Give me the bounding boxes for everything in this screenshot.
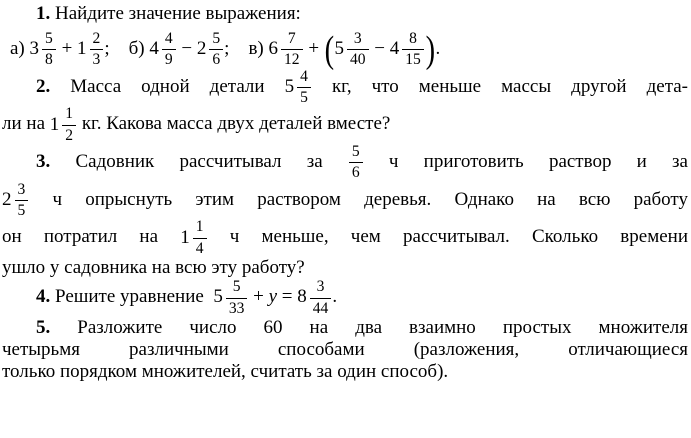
text-run: Найдите значение выражения: <box>50 3 301 24</box>
fraction <box>41 31 57 69</box>
fraction <box>208 31 224 69</box>
problem-5 <box>2 317 688 383</box>
mixed-number <box>334 30 369 69</box>
fraction <box>296 69 312 107</box>
mixed-number <box>213 278 248 317</box>
whole-number: 5 <box>284 75 295 97</box>
fraction <box>61 106 77 144</box>
mixed-number <box>49 105 77 144</box>
fraction <box>161 31 177 69</box>
problem-2-line-2 <box>2 106 688 144</box>
text-run: + <box>248 286 269 308</box>
whole-number: 6 <box>268 38 278 60</box>
mixed-number <box>196 30 224 69</box>
mixed-number <box>268 30 304 69</box>
problem-number: 5. <box>36 316 51 338</box>
problem-1 <box>2 3 688 69</box>
whole-number: 2 <box>2 188 12 210</box>
mixed-number <box>29 30 57 69</box>
text-run: . <box>332 286 338 308</box>
numerator: 3 <box>310 279 332 298</box>
numerator: 4 <box>297 69 311 88</box>
problem-3-line-2 <box>2 182 688 220</box>
problem-number: 2. <box>36 75 51 97</box>
problem-number: 1. <box>36 3 51 24</box>
numerator: 3 <box>347 31 369 50</box>
text-run: + <box>56 38 78 60</box>
denominator: 44 <box>312 299 329 317</box>
whole-number: 5 <box>334 38 344 60</box>
numerator: 5 <box>349 144 363 163</box>
text-run: Разложите число 60 на два взаимно простых множителя <box>50 316 688 338</box>
fraction <box>225 279 249 317</box>
problem-3-line-1 <box>2 144 688 182</box>
problem-5-line-3 <box>2 361 688 383</box>
problem-3 <box>2 144 688 279</box>
text-run: . <box>435 38 441 60</box>
numerator: 8 <box>402 31 424 50</box>
problem-4-equation <box>2 279 688 317</box>
problem-2 <box>2 69 688 144</box>
variable: y <box>268 286 278 308</box>
text-run: ушло у садовника на всю эту работу? <box>2 257 305 279</box>
text-run: Садовник рассчитывал за <box>50 151 348 173</box>
denominator: 4 <box>195 239 204 257</box>
text-run: ; в) <box>224 38 269 60</box>
denominator: 9 <box>164 51 173 69</box>
text-run: он потратил на <box>2 226 181 248</box>
text-run: ч меньше, чем рассчитывал. Сколько времени <box>207 226 688 248</box>
whole-number: 1 <box>49 113 60 135</box>
fraction <box>348 144 364 182</box>
mixed-number <box>297 278 332 317</box>
problem-1-expressions: а) 3 $\frac{5}{8}$ + 1 $\frac{2}{3}$ ; б) 4 $\frac{4}{9}$ − 2 $\frac{5}{6}$ ; в) 6 $\frac{7}{12}$ + (5 $\frac{3}{40}$ − 4 $\frac{8}{15}$ ). <box>10 28 441 71</box>
problem-5-line-1 <box>2 317 688 339</box>
denominator: 15 <box>405 51 421 69</box>
whole-number: 5 <box>213 286 223 308</box>
denominator: 3 <box>92 51 101 69</box>
whole-number: 4 <box>149 38 159 60</box>
text-run: = <box>277 286 298 308</box>
text-run: − <box>369 38 390 60</box>
fraction <box>89 31 105 69</box>
text-run: Решите уравнение <box>50 286 214 308</box>
denominator: 40 <box>349 51 366 69</box>
text-run: кг. Какова масса двух деталей вместе? <box>77 113 391 135</box>
fraction <box>346 31 370 69</box>
whole-number: 2 <box>196 38 207 60</box>
denominator: 6 <box>212 51 221 69</box>
numerator: 5 <box>226 279 248 298</box>
text-run: четырьмя различными способами (разложения, отличающиеся <box>2 338 688 360</box>
fraction <box>192 219 208 257</box>
numerator: 3 <box>15 182 29 201</box>
numerator: 1 <box>193 219 207 238</box>
numerator: 5 <box>209 31 223 50</box>
text-run: − <box>176 38 197 60</box>
text-run: а) <box>10 38 30 60</box>
mixed-number <box>284 67 312 107</box>
fraction <box>14 182 30 220</box>
whole-number: 3 <box>29 38 40 60</box>
numerator: 1 <box>62 106 76 125</box>
numerator: 7 <box>281 31 303 50</box>
text-run: + <box>303 38 324 60</box>
text-run: ч приготовить раствор и за <box>363 151 688 173</box>
fraction <box>280 31 304 69</box>
mixed-number <box>77 30 104 69</box>
whole-number: 8 <box>297 286 307 308</box>
text-run: Масса одной детали <box>50 75 285 97</box>
fraction <box>401 31 425 69</box>
fraction-group <box>348 143 364 182</box>
whole-number: 1 <box>77 38 87 60</box>
denominator: 5 <box>300 89 308 107</box>
problem-3-line-3 <box>2 219 688 257</box>
problem-number: 4. <box>36 286 51 308</box>
denominator: 6 <box>351 164 360 182</box>
whole-number: 4 <box>389 38 400 60</box>
text-run: ч опрыснуть этим раствором деревья. Однако на всю работу <box>29 188 688 210</box>
numerator: 5 <box>42 31 56 50</box>
text-run: ли на <box>2 113 50 135</box>
denominator: 8 <box>45 51 53 69</box>
whole-number: 1 <box>180 226 190 248</box>
text-run: только порядком множителей, считать за один способ). <box>2 360 449 382</box>
problem-2-line-1 <box>2 69 688 107</box>
mixed-number <box>149 30 176 69</box>
problem-3-line-4 <box>2 257 688 279</box>
mixed-number <box>2 180 29 220</box>
mixed-number <box>389 30 425 69</box>
mixed-number <box>180 218 207 257</box>
denominator: 33 <box>228 299 245 317</box>
problem-number: 3. <box>36 151 51 173</box>
numerator: 4 <box>162 31 176 50</box>
text-run: кг, что меньше массы другой дета- <box>311 75 688 97</box>
denominator: 5 <box>17 202 26 220</box>
problem-1-title <box>2 3 688 25</box>
fraction <box>309 279 333 317</box>
denominator: 12 <box>284 51 300 69</box>
problem-5-line-2 <box>2 339 688 361</box>
denominator: 2 <box>65 126 74 144</box>
text-run: ; б) <box>104 38 150 60</box>
problem-4 <box>2 279 688 317</box>
numerator: 2 <box>90 31 104 50</box>
